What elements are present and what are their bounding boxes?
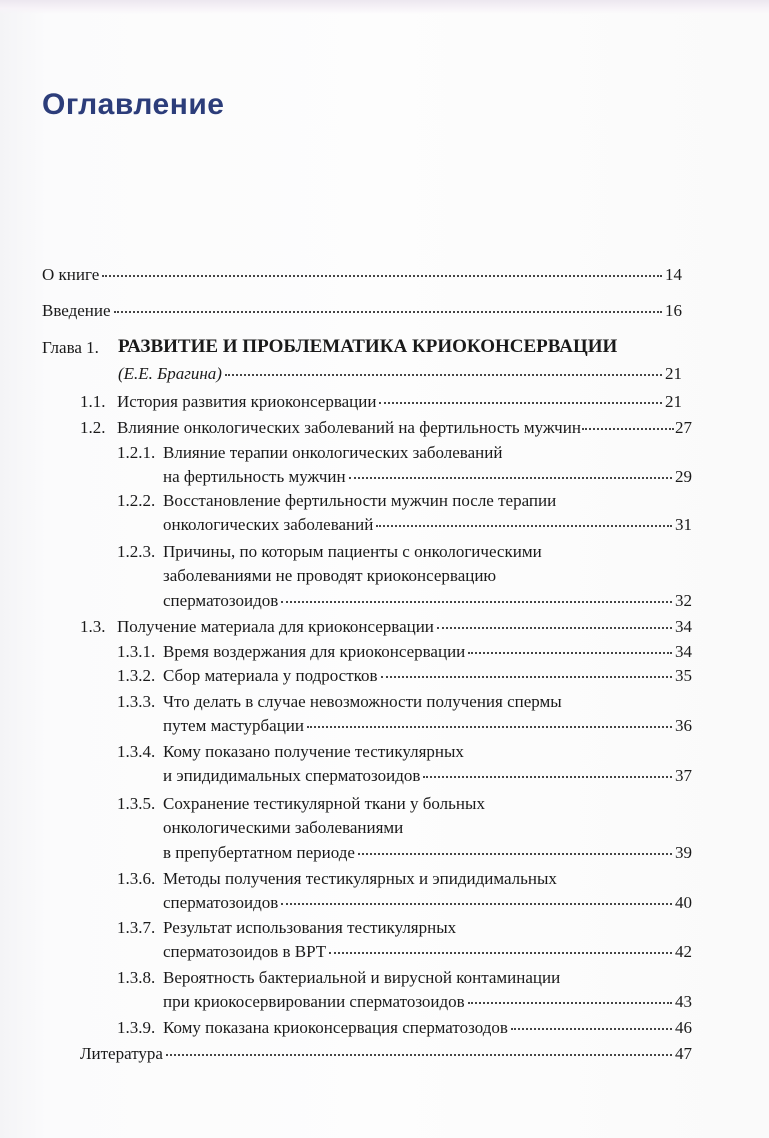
toc-entry-text[interactable]: Что делать в случае невозможности получения спермы [163,692,562,711]
toc-entry-text: при криокосервировании сперматозоидов [163,992,465,1011]
toc-chapter-number: Глава 1. [42,338,99,357]
toc-subsection-number: 1.3.2. [117,666,156,685]
toc-entry-1-2-2[interactable] [163,513,692,536]
toc-leader-dots [437,627,672,629]
toc-entry-text: сперматозоидов в ВРТ [163,942,327,961]
toc-entry-text[interactable]: Методы получения тестикулярных и эпидидимальных [163,869,557,888]
toc-entry-1-2-1[interactable] [163,465,692,488]
toc-page-number: 27 [675,418,692,437]
toc-page-number: 14 [665,265,682,284]
toc-page-number: 34 [675,642,692,661]
toc-page-number: 16 [665,301,682,320]
toc-leader-dots [376,525,672,527]
toc-entry-1-1[interactable] [117,390,682,413]
toc-page-number: 29 [675,467,692,486]
toc-entry-text: сперматозоидов [163,893,279,912]
toc-subsection-number: 1.3.7. [117,918,156,937]
toc-chapter-author: (Е.Е. Брагина) [118,364,222,383]
toc-entry-text[interactable]: Результат использования тестикулярных [163,918,457,937]
toc-leader-dots [511,1028,672,1030]
toc-entry-text: и эпидидимальных сперматозоидов [163,766,421,785]
toc-leader-dots [468,1002,672,1004]
toc-entry-text: Литература [80,1044,163,1063]
toc-leader-dots [468,652,672,654]
toc-entry-1-3-7[interactable] [163,940,692,963]
toc-entry-text: О книге [42,265,100,284]
toc-section-number: 1.3. [80,617,106,636]
toc-entry-text[interactable]: онкологическими заболеваниями [163,818,404,837]
toc-entry-text[interactable]: Сохранение тестикулярной ткани у больных [163,794,485,813]
top-edge-band [0,0,769,14]
toc-page-number: 21 [665,392,682,411]
toc-entry-1-3-2[interactable] [163,664,692,687]
toc-page-number: 35 [675,666,692,685]
toc-subsection-number: 1.3.4. [117,742,156,761]
toc-entry-1-3-1[interactable] [163,640,692,663]
toc-entry-text[interactable]: Вероятность бактериальной и вирусной контаминации [163,968,561,987]
toc-leader-dots [281,903,672,905]
toc-entry-text: сперматозоидов [163,591,279,610]
toc-page-number: 21 [665,364,682,383]
toc-entry-1-3-9[interactable] [163,1016,692,1039]
toc-page-number: 37 [675,766,692,785]
toc-leader-dots [381,676,672,678]
toc-leader-dots [582,428,674,430]
toc-entry-text[interactable]: заболеваниями не проводят криоконсервацию [163,566,497,585]
toc-entry-text[interactable]: Влияние терапии онкологических заболеваний [163,443,503,462]
toc-leader-dots [349,477,672,479]
toc-page-number: 34 [675,617,692,636]
toc-entry-1-2-3[interactable] [163,589,692,612]
toc-leader-dots [358,853,672,855]
toc-entry-introduction[interactable] [42,299,682,322]
toc-entry-text: Влияние онкологических заболеваний на фертильность мужчин [117,418,581,437]
toc-entry-literature[interactable] [80,1042,692,1065]
toc-page-number: 47 [675,1044,692,1063]
toc-leader-dots [281,601,672,603]
toc-page-number: 43 [675,992,692,1011]
toc-subsection-number: 1.3.8. [117,968,156,987]
toc-subsection-number: 1.3.3. [117,692,156,711]
toc-entry-text[interactable]: Причины, по которым пациенты с онкологическими [163,542,542,561]
toc-entry-text: Время воздержания для криоконсервации [163,642,466,661]
toc-leader-dots [166,1054,672,1056]
toc-subsection-number: 1.2.1. [117,443,156,462]
toc-entry-1-3-6[interactable] [163,891,692,914]
toc-page-number: 36 [675,716,692,735]
toc-page-number: 42 [675,942,692,961]
toc-leader-dots [102,275,662,277]
toc-entry-1-2[interactable] [117,416,692,439]
toc-subsection-number: 1.3.1. [117,642,156,661]
toc-leader-dots [329,952,672,954]
toc-entry-text: Кому показана криоконсервация сперматозодов [163,1018,508,1037]
toc-entry-1-3-3[interactable] [163,714,692,737]
toc-subsection-number: 1.3.9. [117,1018,156,1037]
toc-section-number: 1.1. [80,392,106,411]
page-title: Оглавление [42,88,225,121]
toc-leader-dots [379,402,662,404]
toc-chapter-title[interactable]: РАЗВИТИЕ И ПРОБЛЕМАТИКА КРИОКОНСЕРВАЦИИ [118,336,618,357]
toc-leader-dots [423,776,672,778]
toc-entry-text: История развития криоконсервации [117,392,377,411]
toc-entry-text: Получение материала для криоконсервации [117,617,434,636]
toc-subsection-number: 1.3.5. [117,794,156,813]
toc-entry-text[interactable]: Кому показано получение тестикулярных [163,742,464,761]
toc-entry-chapter-author[interactable] [118,362,682,385]
toc-entry-1-3-4[interactable] [163,764,692,787]
toc-leader-dots [225,374,662,376]
toc-entry-1-3-8[interactable] [163,990,692,1013]
toc-leader-dots [114,311,662,313]
toc-subsection-number: 1.2.3. [117,542,156,561]
toc-entry-text: Сбор материала у подростков [163,666,378,685]
toc-entry-1-3[interactable] [117,615,692,638]
toc-page-number: 32 [675,591,692,610]
toc-entry-text: на фертильность мужчин [163,467,346,486]
toc-entry-text: путем мастурбации [163,716,305,735]
toc-subsection-number: 1.2.2. [117,491,156,510]
toc-entry-text: в препубертатном периоде [163,843,355,862]
toc-entry-about-book[interactable] [42,263,682,286]
toc-section-number: 1.2. [80,418,106,437]
toc-entry-text: Введение [42,301,111,320]
toc-page-number: 46 [675,1018,692,1037]
toc-page-number: 31 [675,515,692,534]
toc-entry-text[interactable]: Восстановление фертильности мужчин после терапии [163,491,557,510]
toc-subsection-number: 1.3.6. [117,869,156,888]
toc-entry-1-3-5[interactable] [163,841,692,864]
toc-leader-dots [307,726,672,728]
toc-page-number: 40 [675,893,692,912]
toc-entry-text: онкологических заболеваний [163,515,374,534]
toc-page-number: 39 [675,843,692,862]
